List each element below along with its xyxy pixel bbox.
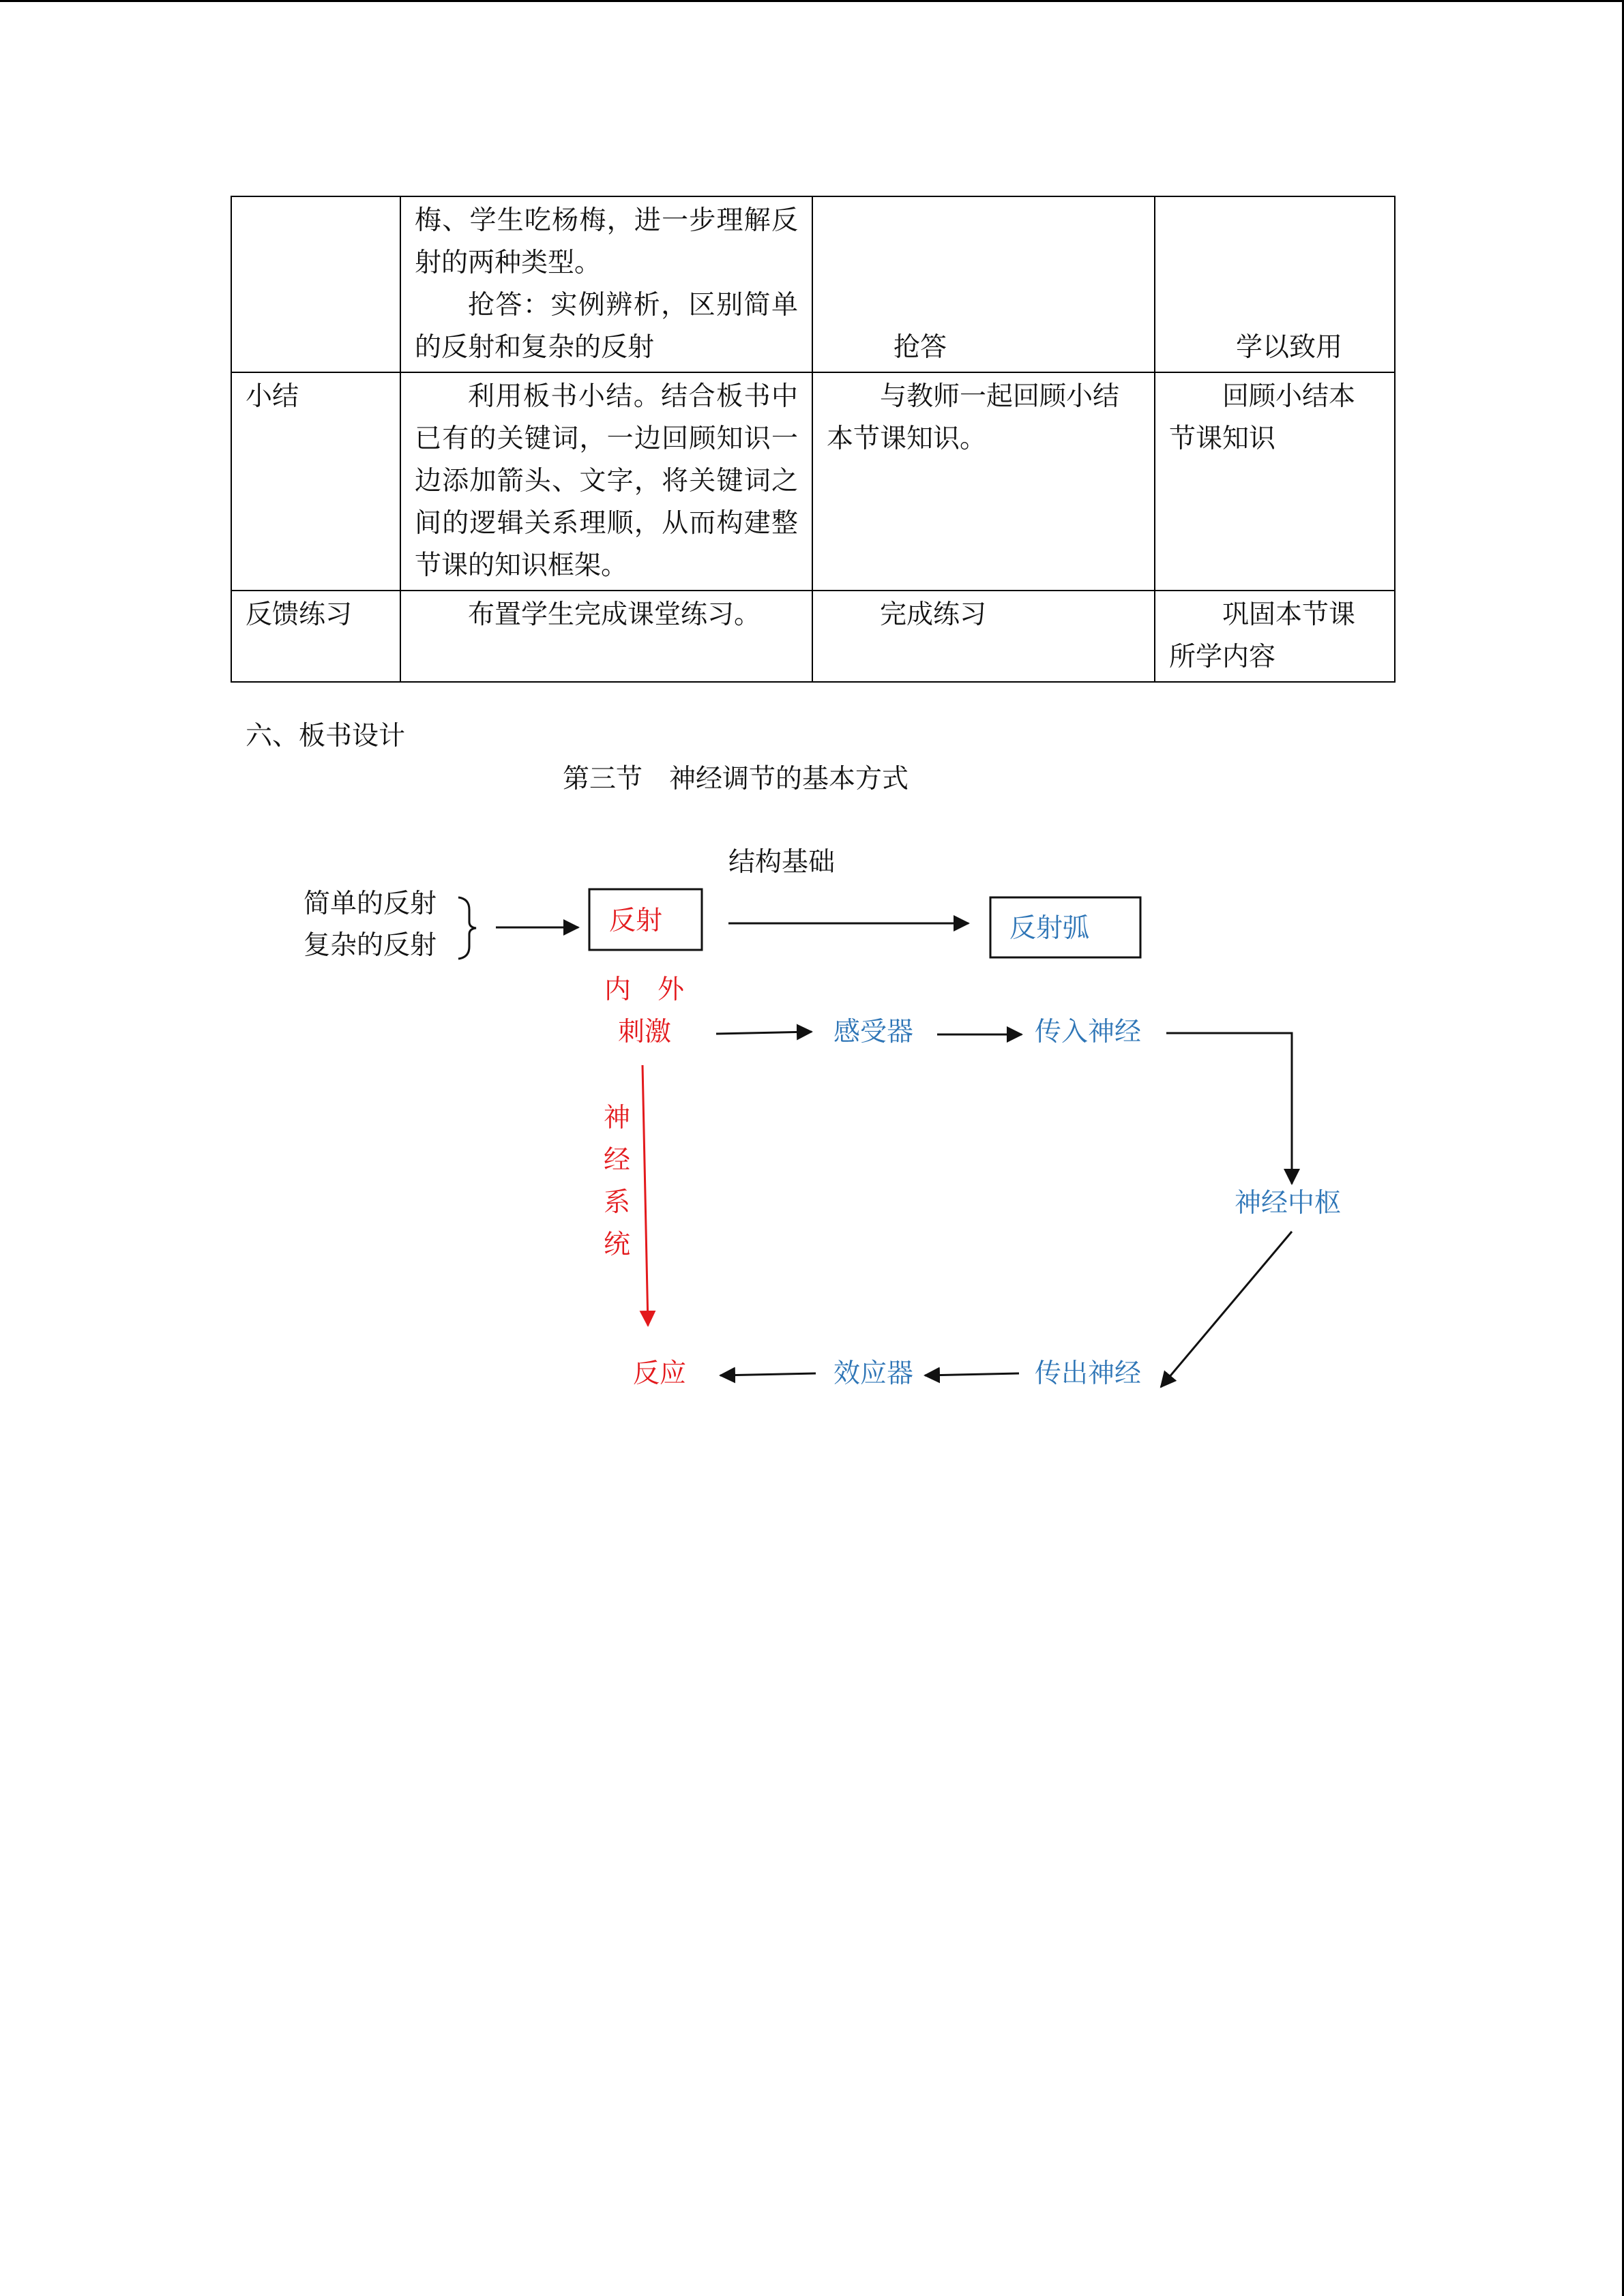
nervous-system-char: 系 <box>604 1187 631 1218</box>
table-cell-design-intent: 学以致用 <box>1155 196 1395 372</box>
receptor-label: 感受器 <box>833 1017 914 1047</box>
effector-label: 效应器 <box>833 1358 914 1389</box>
table-cell-stage: 小结 <box>231 372 400 591</box>
arrow-effector-to-response <box>720 1373 816 1375</box>
complex-reflex-label: 复杂的反射 <box>304 930 437 961</box>
arrow-afferent-to-center <box>1166 1033 1292 1184</box>
reflex-arc-label: 反射弧 <box>1009 913 1090 944</box>
table-cell-stage: 反馈练习 <box>231 591 400 682</box>
afferent-nerve-label: 传入神经 <box>1035 1017 1142 1047</box>
arrow-center-to-efferent <box>1161 1232 1292 1387</box>
reflex-label: 反射 <box>609 906 663 936</box>
efferent-nerve-label: 传出神经 <box>1035 1358 1142 1389</box>
nervous-system-char: 统 <box>604 1229 631 1260</box>
section-heading: 六、板书设计 <box>246 721 406 751</box>
brace-icon <box>458 897 476 959</box>
table-cell-student-activity: 抢答 <box>812 196 1155 372</box>
table-cell-student-activity: 完成练习 <box>812 591 1155 682</box>
nervous-system-char: 经 <box>604 1145 631 1176</box>
table-cell-design-intent: 巩固本节课所学内容 <box>1155 591 1395 682</box>
stimulus-label-line1: 内 外 <box>604 974 685 1005</box>
teacher-activity-text: 梅、学生吃杨梅，进一步理解反射的两种类型。 <box>415 205 798 278</box>
arrow-efferent-to-effector <box>925 1373 1019 1375</box>
response-label: 反应 <box>633 1358 687 1389</box>
board-title: 第三节 神经调节的基本方式 <box>563 764 909 794</box>
nervous-system-char: 神 <box>604 1103 631 1133</box>
nerve-center-label: 神经中枢 <box>1235 1188 1342 1219</box>
simple-reflex-label: 简单的反射 <box>304 889 437 919</box>
table-cell-design-intent: 回顾小结本节课知识 <box>1155 372 1395 591</box>
teacher-activity-text: 利用板书小结。结合板书中已有的关键词，一边回顾知识一边添加箭头、文字，将关键词之间的逻辑关系理顺，从而构建整节课的知识框架。 <box>415 381 798 581</box>
arrow-nervous-system <box>643 1065 648 1326</box>
teacher-activity-text: 布置学生完成课堂练习。 <box>468 599 761 630</box>
stimulus-label-line2: 刺激 <box>618 1017 672 1047</box>
teacher-activity-text: 抢答：实例辨析，区别简单的反射和复杂的反射 <box>415 290 798 363</box>
structure-basis-label: 结构基础 <box>728 847 836 878</box>
table-cell-student-activity: 与教师一起回顾小结本节课知识。 <box>812 372 1155 591</box>
arrow-stimulus-to-receptor <box>716 1032 812 1034</box>
